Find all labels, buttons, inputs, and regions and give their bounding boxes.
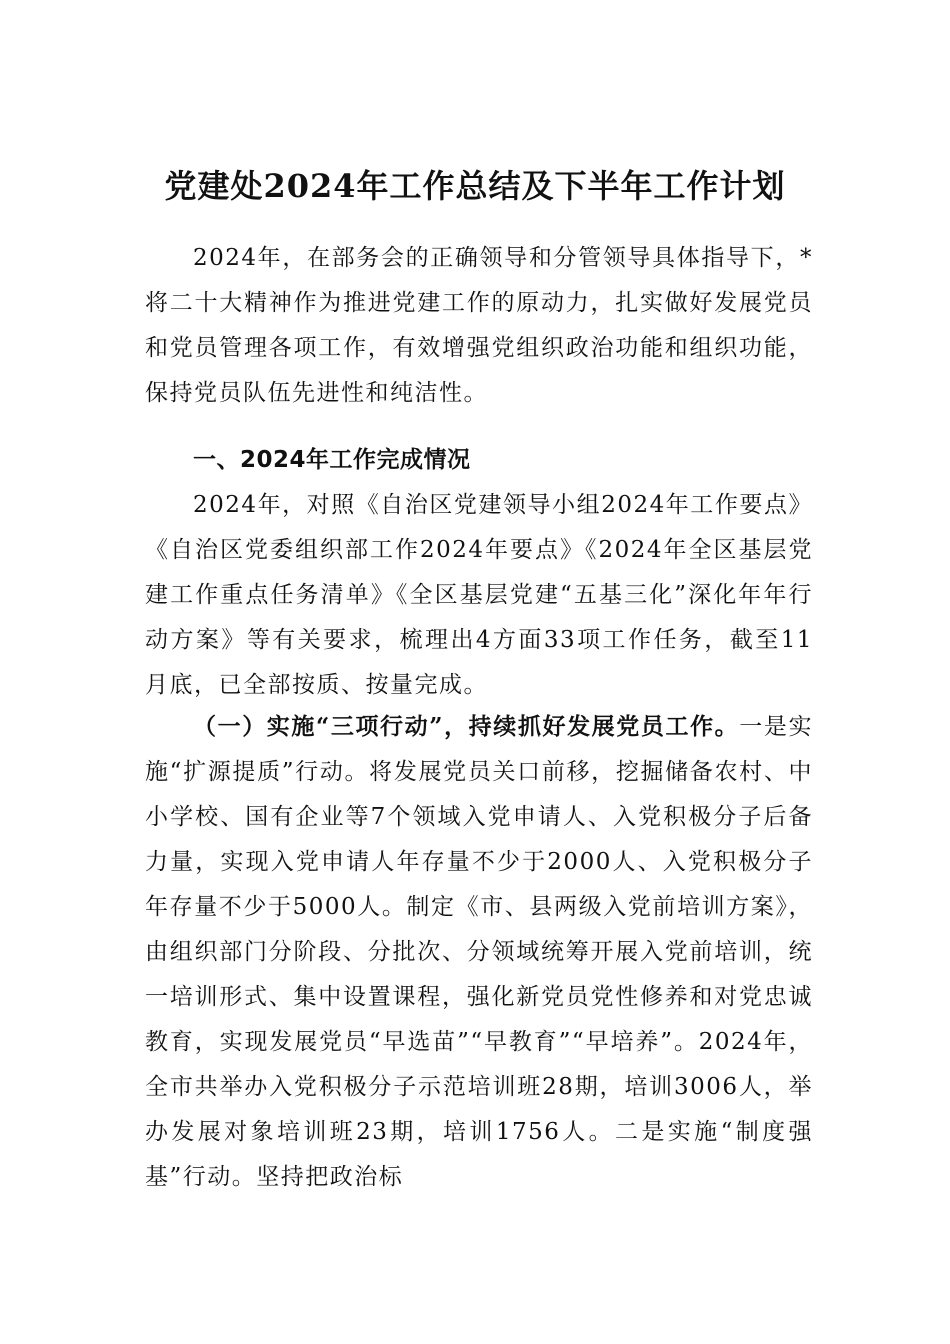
subsection-paragraph (145, 704, 813, 1200)
section-heading: 一、2024年工作完成情况 (193, 447, 471, 473)
intro-paragraph: 2024年，在部务会的正确领导和分管领导具体指导下，*将二十大精神作为推进党建工作的原动力，扎实做好发展党员和党员管理各项工作，有效增强党组织政治功能和组织功能，保持党员队伍先进性和纯洁性。 (145, 245, 813, 406)
subsection-text: 一是实施“扩源提质”行动。将发展党员关口前移，挖掘储备农村、中小学校、国有企业等7个领域入党申请人、入党积极分子后备力量，实现入党申请人年存量不少于2000人、入党积极分子年存量不少于5000人。制定《市、县两级入党前培训方案》，由组织部门分阶段、分批次、分领域统筹开展入党前培训，统一培训形式、集中设置课程，强化新党员党性修养和对党忠诚教育，实现发展党员“早选苗”“早教育”“早培养”。2024年，全市共举办入党积极分子示范培训班28期，培训3006人，举办发展对象培训班23期，培训1756人。二是实施“制度强基”行动。坚持把政治标 (145, 714, 813, 1190)
document-title: 党建处2024年工作总结及下半年工作计划 (164, 167, 786, 205)
subsection-heading: （一）实施“三项行动”，持续抓好发展党员工作。 (193, 713, 740, 740)
section-paragraph: 2024年，对照《自治区党建领导小组2024年工作要点》《自治区党委组织部工作2024年要点》《2024年全区基层党建工作重点任务清单》《全区基层党建“五基三化”深化年年行动方案》等有关要求，梳理出4方面33项工作任务，截至11月底，已全部按质、按量完成。 (145, 492, 813, 698)
